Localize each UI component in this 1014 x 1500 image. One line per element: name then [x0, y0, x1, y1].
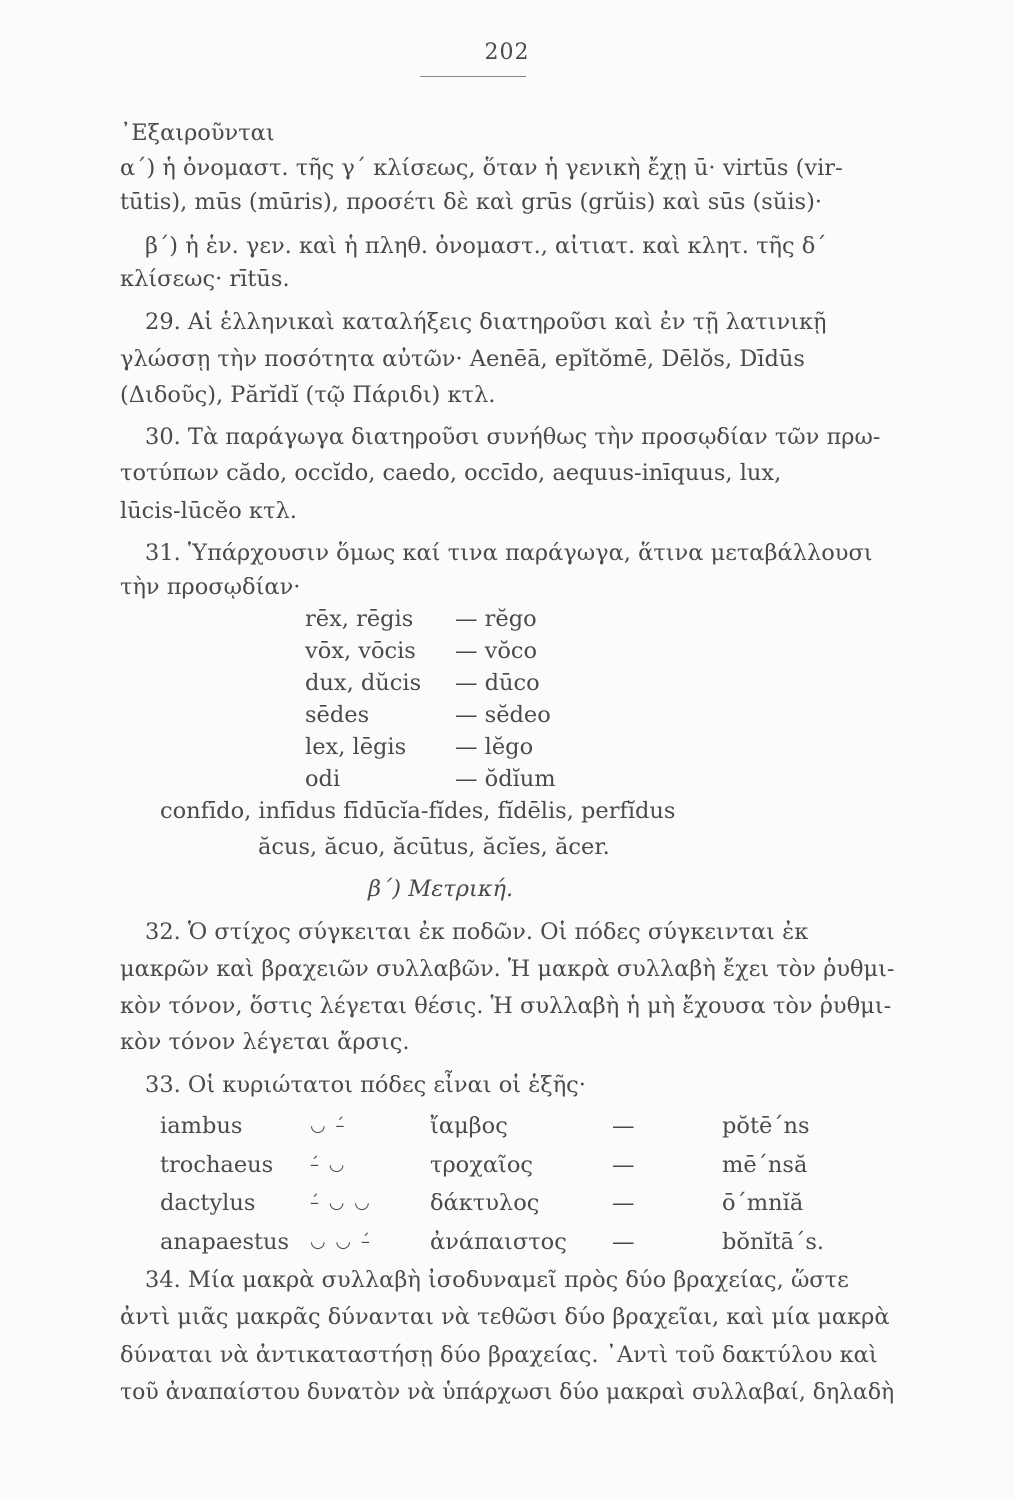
- exception-b-line1: β΄) ἡ ἑν. γεν. καὶ ἡ πληθ. ὀνομαστ., αἰτιατ. καὶ κλητ. τῆς δ΄: [145, 233, 827, 259]
- foot-dash: —: [612, 1228, 635, 1255]
- page-number: 202: [484, 40, 530, 65]
- derivatives-list: [305, 603, 585, 795]
- foot-dash: —: [612, 1190, 635, 1216]
- foot-latin-name: iambus: [160, 1113, 243, 1139]
- exception-a-line1: α΄) ἡ ὀνομαστ. τῆς γ΄ κλίσεως, ὅταν ἡ γενικὴ ἔχῃ ū· virtūs (vir-: [120, 155, 843, 181]
- para34-line2: ἀντὶ μιᾶς μακρᾶς δύνανται νὰ τεθῶσι δύο βραχεῖαι, καὶ μία μακρὰ: [120, 1304, 890, 1330]
- para32-line3: κὸν τόνον, ὅστις λέγεται θέσις. Ἡ συλλαβὴ ἡ μὴ ἔχουσα τὸν ῥυθμι-: [120, 993, 892, 1019]
- derivative-right: — dūco: [455, 670, 540, 696]
- exception-b-line2: κλίσεως· rītūs.: [120, 266, 290, 292]
- foot-example: ō´mnĭă: [722, 1190, 804, 1216]
- para30-line1: 30. Τὰ παράγωγα διατηροῦσι συνήθως τὴν προσῳδίαν τῶν πρω-: [145, 424, 881, 450]
- foot-latin-name: trochaeus: [160, 1151, 274, 1178]
- para29-line3: (Διδοῦς), Părĭdĭ (τῷ Πάριδι) κτλ.: [120, 382, 496, 408]
- para29-line2: γλώσσῃ τὴν ποσότητα αὐτῶν· Aenēā, epĭtŏmē, Dēlŏs, Dīdūs: [120, 346, 805, 372]
- foot-dash: —: [612, 1151, 635, 1178]
- foot-latin-name: dactylus: [160, 1190, 256, 1216]
- derivative-left: lex, lēgis: [305, 734, 407, 760]
- exceptions-heading: ᾽Εξαιροῦνται: [120, 120, 275, 146]
- para32-line1: 32. Ὁ στίχος σύγκειται ἐκ ποδῶν. Οἱ πόδες σύγκεινται ἐκ: [145, 919, 809, 945]
- foot-dash: —: [612, 1113, 635, 1139]
- para30-line3: lūcis-lūcĕo κτλ.: [120, 498, 297, 524]
- derivative-right: — rĕgo: [455, 606, 537, 632]
- para34-line3: δύναται νὰ ἀντικαταστήσῃ δύο βραχείας. ᾽Αντὶ τοῦ δακτύλου καὶ: [120, 1342, 878, 1368]
- foot-greek-name: ἀνάπαιστος: [430, 1228, 567, 1255]
- foot-scansion-symbol: –́ ◡: [310, 1153, 347, 1175]
- foot-greek-name: τροχαῖος: [430, 1151, 534, 1178]
- exception-a-line2: tūtis), mūs (mūris), προσέτι δὲ καὶ grūs (grŭis) καὶ sūs (sŭis)·: [120, 189, 823, 215]
- section-heading-metrics: β΄) Μετρική.: [368, 876, 514, 902]
- derivative-right: — ŏdĭum: [455, 766, 556, 792]
- para31-line1: 31. Ὑπάρχουσιν ὅμως καί τινα παράγωγα, ἅτινα μεταβάλλουσι: [145, 540, 873, 566]
- para29-line1: 29. Αἱ ἑλληνικαὶ καταλήξεις διατηροῦσι καὶ ἐν τῇ λατινικῇ: [145, 309, 827, 335]
- foot-scansion-symbol: ◡ –́: [310, 1115, 347, 1136]
- derivative-left: rēx, rēgis: [305, 606, 414, 632]
- para30-line2: τοτύπων cădo, occĭdo, caedo, occīdo, aequus-inīquus, lux,: [120, 460, 782, 486]
- derivative-extra-line1: confīdo, infīdus fīdūcĭa-fĭdes, fĭdēlis, perfĭdus: [160, 798, 676, 824]
- para31-line2: τὴν προσῳδίαν·: [120, 574, 301, 600]
- derivative-left: vōx, vōcis: [305, 638, 416, 664]
- derivative-right: — vŏco: [455, 638, 538, 664]
- foot-greek-name: ἴαμβος: [430, 1113, 508, 1139]
- foot-example: mē´nsă: [722, 1151, 808, 1178]
- derivative-right: — sĕdeo: [455, 702, 551, 728]
- foot-scansion-symbol: ◡ ◡ –́: [310, 1230, 372, 1252]
- derivative-left: odi: [305, 766, 341, 792]
- para34-line4: τοῦ ἀναπαίστου δυνατὸν νὰ ὑπάρχωσι δύο μακραὶ συλλαβαί, δηλαδὴ: [120, 1379, 895, 1405]
- metrical-feet-table: [160, 1107, 824, 1261]
- derivative-right: — lĕgo: [455, 734, 534, 760]
- foot-example: bŏnĭtā´s.: [722, 1228, 825, 1255]
- para34-line1: 34. Μία μακρὰ συλλαβὴ ἰσοδυναμεῖ πρὸς δύο βραχείας, ὥστε: [145, 1267, 849, 1293]
- derivative-left: dux, dŭcis: [305, 670, 422, 696]
- foot-latin-name: anapaestus: [160, 1228, 290, 1255]
- foot-example: pŏtē´ns: [722, 1113, 810, 1139]
- para32-line4: κὸν τόνον λέγεται ἄρσις.: [120, 1029, 410, 1055]
- para33-line1: 33. Οἱ κυριώτατοι πόδες εἶναι οἱ ἑξῆς·: [145, 1072, 586, 1098]
- derivative-extra-line2: ăcus, ăcuo, ăcūtus, ăcĭes, ăcer.: [258, 834, 610, 860]
- para32-line2: μακρῶν καὶ βραχειῶν συλλαβῶν. Ἡ μακρὰ συλλαβὴ ἔχει τὸν ῥυθμι-: [120, 956, 895, 982]
- foot-greek-name: δάκτυλος: [430, 1190, 540, 1216]
- header-rule: [420, 76, 526, 77]
- foot-scansion-symbol: –́ ◡ ◡: [310, 1192, 372, 1213]
- derivative-left: sēdes: [305, 702, 370, 728]
